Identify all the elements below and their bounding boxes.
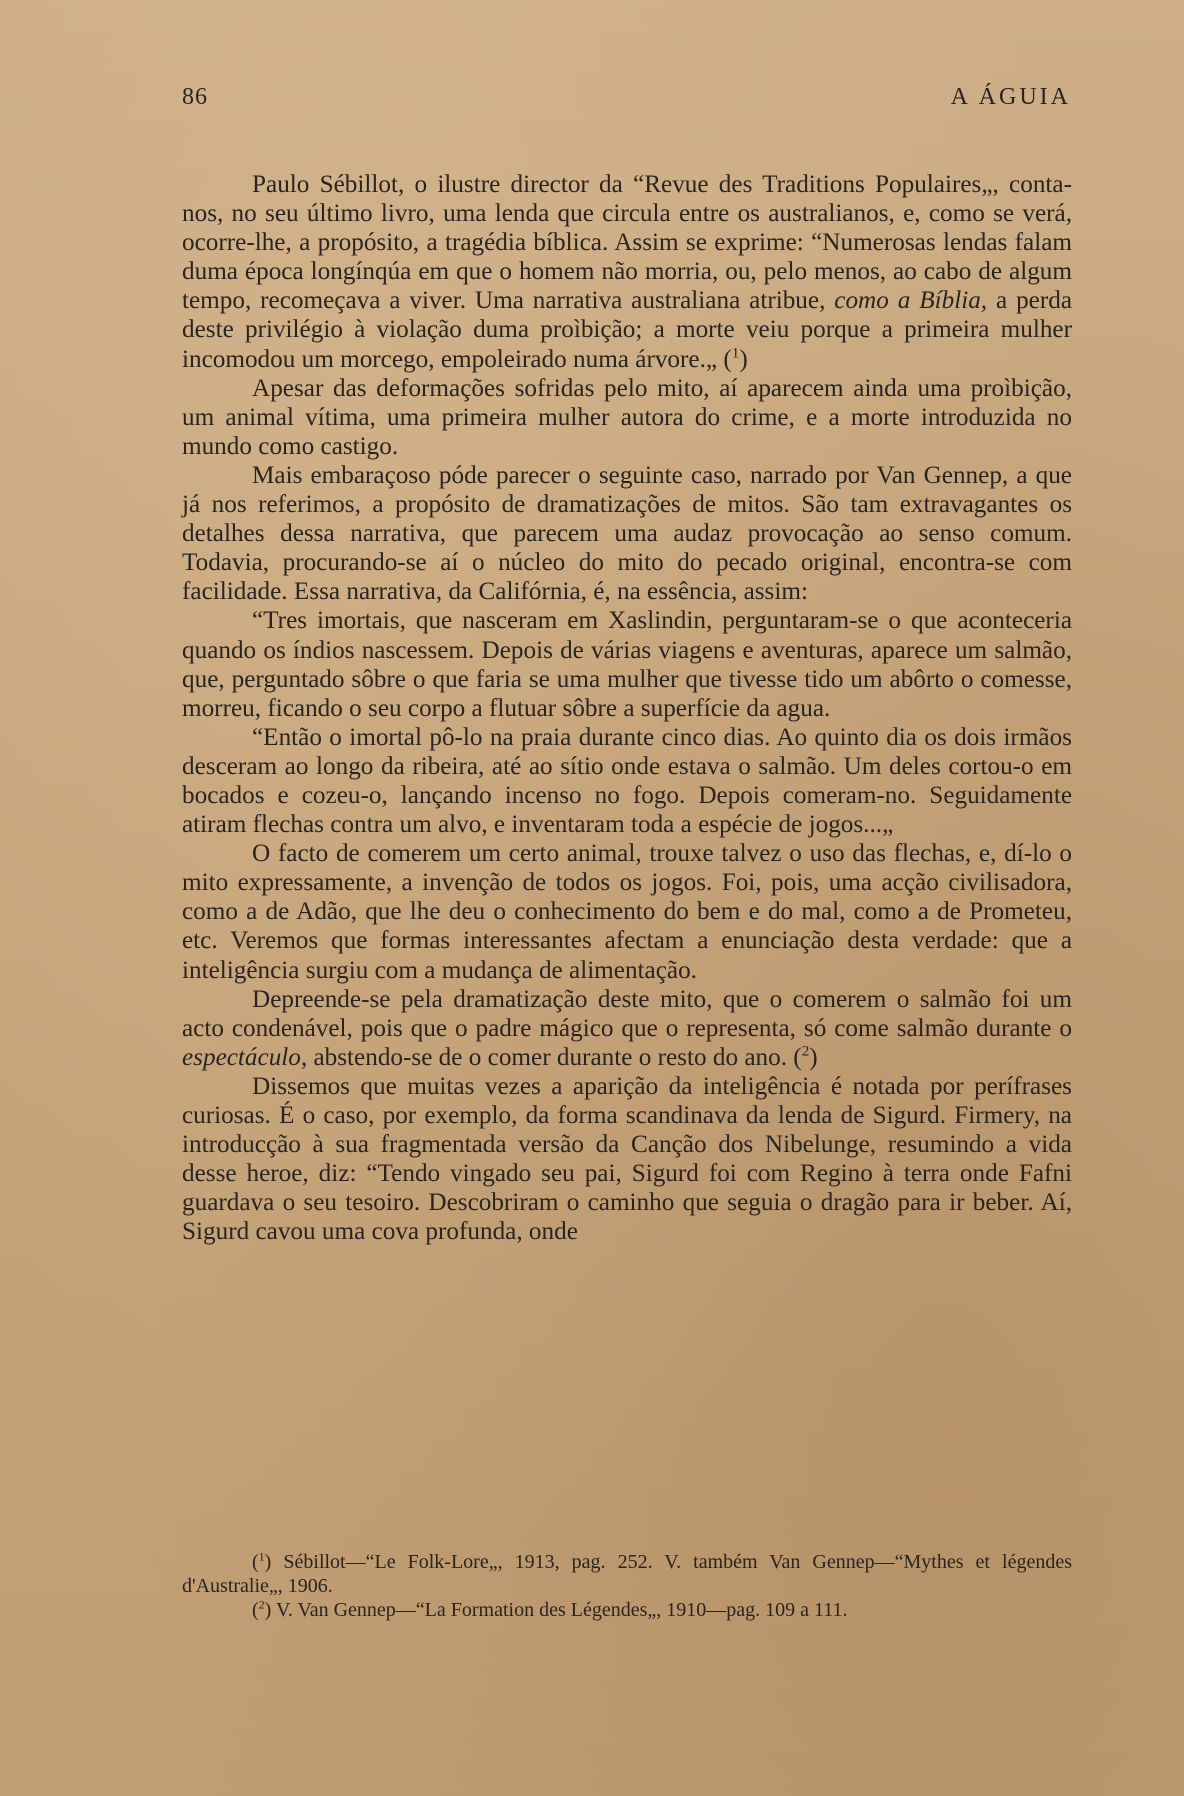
footnote-ref: 1 [731,345,740,362]
paragraph-8: Dissemos que muitas vezes a aparição da inteligência é notada por perífrases curiosas. É o caso, por exemplo, da forma scandinava da lenda de Sigurd. Firmery, na introducção à sua fragmentada versão da Canção dos Nibelunge, resumindo a vida desse heroe, diz: “Tendo vingado seu pai, Sigurd foi com Regino à terra onde Fafni guardava o seu tesoiro. Descobriram o caminho que seguia o dragão para ir beber. Aí, Sigurd cavou uma cova profunda, onde [182,1072,1072,1246]
body-text [182,170,1072,1246]
footnotes [182,1550,1072,1622]
paragraph-3: Mais embaraçoso póde parecer o seguinte caso, narrado por Van Gennep, a que já nos referimos, a propósito de dramatizações de mitos. São tam extravagantes os detalhes dessa narrativa, que parecem uma audaz provocação ao senso comum. Todavia, procurando-se aí o núcleo do mito do pecado original, encontra-se com facilidade. Essa narrativa, da Califórnia, é, na essência, assim: [182,461,1072,606]
paragraph-text: ) [809,1043,818,1071]
paragraph-text: abstendo-se de o comer durante o resto do ano. ( [307,1043,802,1071]
footnote-ref: 2 [801,1043,810,1060]
paragraph-text: Paulo Sébillot, o ilustre director da “Revue des Traditions Populaires„, conta-nos, no seu último livro, uma lenda que circula entre os australianos, e, como se verá, ocorre-lhe, a propósito, a tragédia bíblica. Assim se exprime: “Numerosas lendas falam duma época longínqúa em que o homem não morria, ou, pelo menos, ao cabo de algum tempo, recomeçava a viver. Uma narrativa australiana atribue, [182,171,1072,315]
paragraph-5: “Então o imortal pô-lo na praia durante cinco dias. Ao quinto dia os dois irmãos desceram ao longo da ribeira, até ao sítio onde estava o salmão. Um deles cortou-o em bocados e cozeu-o, lançando incenso no fogo. Depois comeram-no. Seguidamente atiram flechas contra um alvo, e inventaram toda a espécie de jogos...„ [182,723,1072,839]
paragraph-text: Depreende-se pela dramatização deste mito, que o comerem o salmão foi um acto condenável, pois que o padre mágico que o representa, só come salmão durante o [182,985,1072,1042]
footnote-text: V. Van Gennep—“La Formation des Légendes„, 1910—pag. 109 a 111. [271,1599,848,1621]
paragraph-6: O facto de comerem um certo animal, trouxe talvez o uso das flechas, e, dí-lo o mito expressamente, a invenção de todos os jogos. Foi, pois, uma acção civilisadora, como a de Adão, que lhe deu o conhecimento do bem e do mal, como a de Prometeu, etc. Veremos que formas interessantes afectam a enunciação desta verdade: que a inteligência surgiu com a mudança de alimentação. [182,840,1072,984]
journal-title: A ÁGUIA [950,84,1071,110]
footnote-mark: 1 [258,1549,265,1564]
running-head [182,84,1071,114]
italic-phrase: espectáculo, [182,1043,308,1071]
page-number: 86 [182,84,208,110]
footnote-2: ($^2$) V. Van Gennep—“La Formation des Légendes„, 1910—pag. 109 a 111. [252,1597,848,1621]
paragraph-4: “Tres imortais, que nasceram em Xaslindin, perguntaram-se o que aconteceria quando os índios nascessem. Depois de várias viagens e aventuras, aparece um salmão, que, perguntado sôbre o que faria se uma mulher que tivesse tido um abôrto o comesse, morreu, ficando o seu corpo a flutuar sôbre a superfície da agua. [182,607,1072,722]
paragraph-1 [182,170,1072,374]
paragraph-7 [182,985,1072,1072]
footnote-mark: 2 [258,1597,265,1612]
paragraph-2: Apesar das deformações sofridas pelo mito, aí aparecem ainda uma proìbição, um animal vítima, uma primeira mulher autora do crime, e a morte introduzida no mundo como castigo. [182,374,1072,460]
paragraph-text: ) [739,345,748,373]
footnote-1: ($^1$) Sébillot—“Le Folk-Lore„, 1913, pag. 252. V. também Van Gennep—“Mythes et légendes d'Australie„, 1906. [182,1549,1072,1597]
italic-phrase: como a Bíblia, [834,287,988,315]
footnote-text: Sébillot—“Le Folk-Lore„, 1913, pag. 252. V. também Van Gennep—“Mythes et légendes d'Australie„, 1906. [182,1551,1072,1597]
paragraph-text: a perda deste privilégio à violação duma proìbição; a morte veiu porque a primeira mulher incomodou um morcego, empoleirado numa árvore.„ ( [182,287,1072,373]
